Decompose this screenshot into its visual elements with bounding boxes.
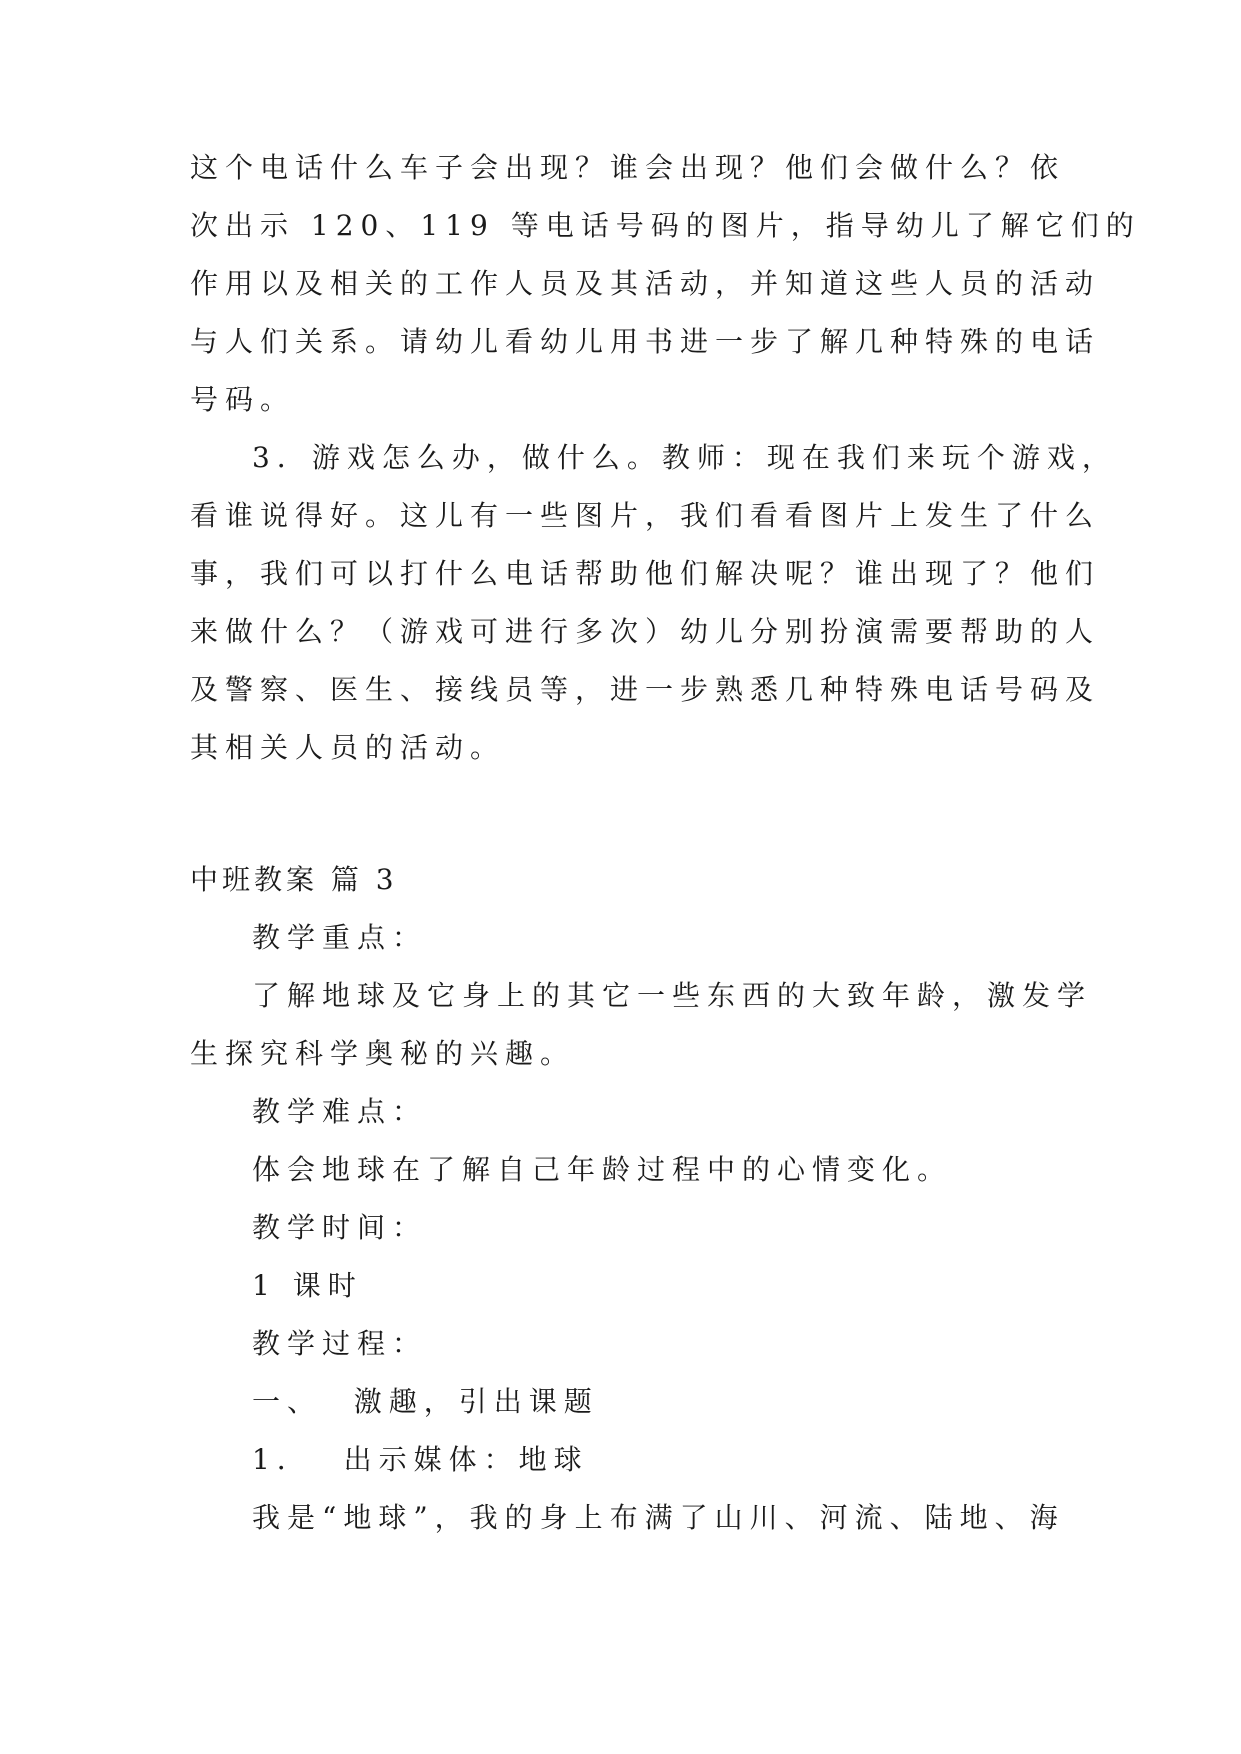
time-label: 教学时间： <box>252 1211 428 1244</box>
key-points-line-2: 生探究科学奥秘的兴趣。 <box>190 1037 576 1070</box>
continuation-line-3: 作用以及相关的工作人员及其活动，并知道这些人员的活动 <box>190 267 1101 300</box>
step-1-1-heading: 1． 出示媒体：地球 <box>252 1443 589 1476</box>
process-label: 教学过程： <box>252 1327 428 1360</box>
continuation-line-2: 次出示 120、119 等电话号码的图片，指导幼儿了解它们的 <box>190 209 1141 242</box>
step-1-1-text: 我是“地球”，我的身上布满了山川、河流、陆地、海 <box>252 1501 1065 1534</box>
difficulty-label: 教学难点： <box>252 1095 428 1128</box>
game-line-2: 看谁说得好。这儿有一些图片，我们看看图片上发生了什么 <box>190 499 1101 532</box>
difficulty-text: 体会地球在了解自己年龄过程中的心情变化。 <box>252 1153 953 1186</box>
game-line-6: 其相关人员的活动。 <box>190 731 506 764</box>
game-line-3: 事，我们可以打什么电话帮助他们解决呢？谁出现了？他们 <box>190 557 1101 590</box>
continuation-line-5: 号码。 <box>190 383 296 416</box>
section-title: 中班教案 篇 3 <box>190 863 398 896</box>
continuation-line-4: 与人们关系。请幼儿看幼儿用书进一步了解几种特殊的电话 <box>190 325 1101 358</box>
step-1-heading: 一、 激趣，引出课题 <box>252 1385 599 1418</box>
game-line-5: 及警察、医生、接线员等，进一步熟悉几种特殊电话号码及 <box>190 673 1101 706</box>
time-text: 1 课时 <box>252 1269 363 1302</box>
continuation-line-1: 这个电话什么车子会出现？谁会出现？他们会做什么？依 <box>190 151 1066 184</box>
game-line-1: 3．游戏怎么办，做什么。教师：现在我们来玩个游戏， <box>252 441 1117 474</box>
game-line-4: 来做什么？（游戏可进行多次）幼儿分别扮演需要帮助的人 <box>190 615 1101 648</box>
key-points-label: 教学重点： <box>252 921 428 954</box>
key-points-line-1: 了解地球及它身上的其它一些东西的大致年龄，激发学 <box>252 979 1093 1012</box>
